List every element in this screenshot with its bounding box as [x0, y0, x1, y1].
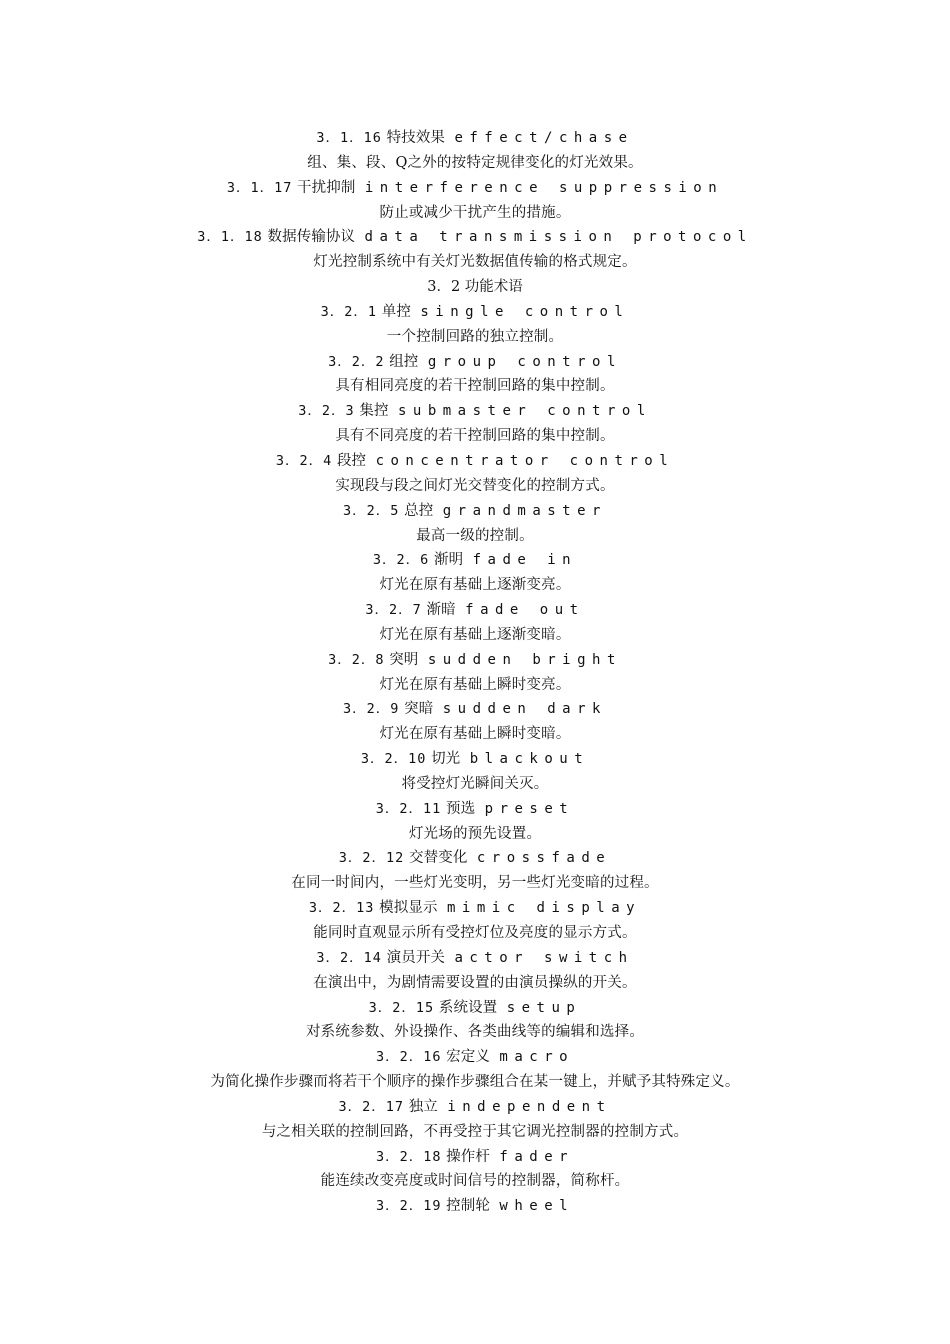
term-number: 3．2．6: [372, 552, 430, 569]
term-number: 3．2．11: [375, 800, 442, 817]
definition-line: 与之相关联的控制回路，不再受控于其它调光控制器的控制方式。: [261, 1123, 689, 1140]
term-english: mimic display: [446, 900, 642, 917]
term-chinese: 组控: [389, 353, 419, 370]
term-line: [0, 350, 950, 375]
term-number: 3．1．17: [226, 179, 293, 196]
term-chinese: 突明: [389, 651, 419, 668]
term-number: 3．2．12: [338, 850, 405, 867]
term-english: crossfade: [476, 850, 612, 867]
term-chinese: 干扰抑制: [297, 179, 356, 196]
term-line: [0, 126, 950, 151]
term-number: 3．2．18: [375, 1148, 442, 1165]
definition-line: 灯光场的预先设置。: [408, 825, 542, 842]
term-english: group control: [427, 353, 622, 370]
term-line: [0, 176, 950, 201]
term-chinese: 宏定义: [446, 1049, 490, 1066]
definition-line: 在同一时间内，一些灯光变明，另一些灯光变暗的过程。: [291, 875, 659, 892]
term-number: 3．2．19: [375, 1198, 442, 1215]
term-line: [0, 598, 950, 623]
section-heading: 3．2 功能术语: [427, 279, 523, 296]
definition-line: 对系统参数、外设操作、各类曲线等的编辑和选择。: [305, 1024, 645, 1041]
definition-line: 灯光在原有基础上逐渐变暗。: [379, 626, 571, 643]
term-english: wheel: [499, 1198, 575, 1215]
definition-line: 灯光在原有基础上瞬时变暗。: [379, 726, 571, 743]
term-number: 3．2．16: [375, 1049, 442, 1066]
term-line: [0, 399, 950, 424]
term-chinese: 模拟显示: [379, 900, 438, 917]
term-line: [0, 747, 950, 772]
term-english: single control: [420, 303, 630, 320]
term-number: 3．2．10: [360, 751, 427, 768]
term-english: effect/chase: [454, 130, 634, 146]
definition-line: 能连续改变亮度或时间信号的控制器，简称杆。: [320, 1173, 630, 1190]
term-line: [0, 1194, 950, 1219]
term-line: [0, 300, 950, 325]
document-page: [0, 126, 950, 1219]
term-line: [0, 225, 950, 250]
term-chinese: 渐明: [433, 552, 464, 569]
term-line: [0, 1045, 950, 1070]
term-english: fader: [499, 1148, 575, 1165]
term-number: 3．2．1: [320, 303, 378, 320]
definition-line: 具有不同亮度的若干控制回路的集中控制。: [335, 428, 615, 445]
definition-line: 具有相同亮度的若干控制回路的集中控制。: [335, 378, 615, 395]
term-chinese: 特技效果: [386, 130, 446, 146]
term-chinese: 演员开关: [386, 949, 446, 966]
term-english: preset: [484, 800, 575, 817]
term-english: setup: [506, 999, 582, 1016]
definition-line: 灯光控制系统中有关灯光数据值传输的格式规定。: [313, 254, 637, 271]
term-chinese: 操作杆: [446, 1148, 490, 1165]
term-english: concentrator control: [375, 452, 675, 469]
term-line: [0, 896, 950, 921]
term-chinese: 总控: [404, 502, 434, 519]
term-number: 3．2．4: [275, 452, 333, 469]
term-chinese: 独立: [408, 1098, 438, 1115]
term-english: sudden dark: [442, 701, 607, 718]
term-number: 3．2．8: [328, 651, 385, 668]
term-number: 3．2．2: [328, 353, 385, 370]
term-number: 3．2．14: [316, 949, 382, 966]
definition-line: 为简化操作步骤而将若干个顺序的操作步骤组合在某一键上，并赋予其特殊定义。: [210, 1074, 740, 1091]
term-english: actor switch: [454, 949, 634, 966]
term-number: 3．2．17: [338, 1098, 404, 1115]
term-chinese: 交替变化: [409, 850, 468, 867]
term-chinese: 系统设置: [438, 999, 498, 1016]
term-english: grandmaster: [442, 502, 607, 519]
term-number: 3．2．13: [308, 900, 375, 917]
term-english: macro: [499, 1049, 575, 1066]
term-number: 3．1．18: [197, 229, 263, 246]
term-english: blackout: [469, 751, 590, 768]
term-line: [0, 499, 950, 524]
term-number: 3．2．15: [368, 999, 435, 1016]
definition-line: 组、集、段、Q之外的按特定规律变化的灯光效果。: [307, 154, 643, 171]
term-number: 3．2．3: [298, 403, 355, 420]
term-chinese: 切光: [431, 751, 461, 768]
term-line: [0, 1145, 950, 1170]
term-line: [0, 1095, 950, 1120]
term-number: 3．2．7: [365, 602, 422, 619]
definition-line: 最高一级的控制。: [416, 527, 534, 544]
term-english: interference suppression: [364, 179, 724, 196]
definition-line: 在演出中，为剧情需要设置的由演员操纵的开关。: [313, 974, 637, 991]
definition-line: 一个控制回路的独立控制。: [386, 328, 564, 345]
term-english: submaster control: [397, 403, 652, 420]
term-chinese: 集控: [359, 403, 389, 420]
definition-line: 灯光在原有基础上逐渐变亮。: [379, 577, 571, 594]
term-line: [0, 996, 950, 1021]
term-number: 3．2．5: [343, 502, 400, 519]
term-english: independent: [447, 1098, 612, 1115]
term-chinese: 控制轮: [446, 1198, 490, 1215]
term-english: sudden bright: [427, 651, 622, 668]
term-chinese: 段控: [336, 452, 367, 469]
term-chinese: 预选: [446, 800, 476, 817]
term-line: [0, 697, 950, 722]
term-chinese: 突暗: [404, 701, 434, 718]
term-chinese: 数据传输协议: [267, 229, 356, 246]
term-english: fade in: [472, 552, 578, 569]
term-line: [0, 648, 950, 673]
term-number: 3．2．9: [343, 701, 400, 718]
term-number: 3．1．16: [316, 130, 382, 146]
term-chinese: 渐暗: [426, 602, 456, 619]
definition-line: 防止或减少干扰产生的措施。: [379, 204, 571, 221]
definition-line: 实现段与段之间灯光交替变化的控制方式。: [335, 477, 615, 494]
term-line: [0, 449, 950, 474]
term-english: data transmission protocol: [364, 229, 753, 246]
definition-line: 将受控灯光瞬间关灭。: [401, 775, 549, 792]
term-line: [0, 846, 950, 871]
definition-line: 灯光在原有基础上瞬时变亮。: [379, 676, 571, 693]
term-line: [0, 548, 950, 573]
term-english: fade out: [465, 602, 585, 619]
term-line: [0, 797, 950, 822]
term-line: [0, 946, 950, 971]
term-chinese: 单控: [381, 303, 411, 320]
definition-line: 能同时直观显示所有受控灯位及亮度的显示方式。: [313, 925, 637, 941]
